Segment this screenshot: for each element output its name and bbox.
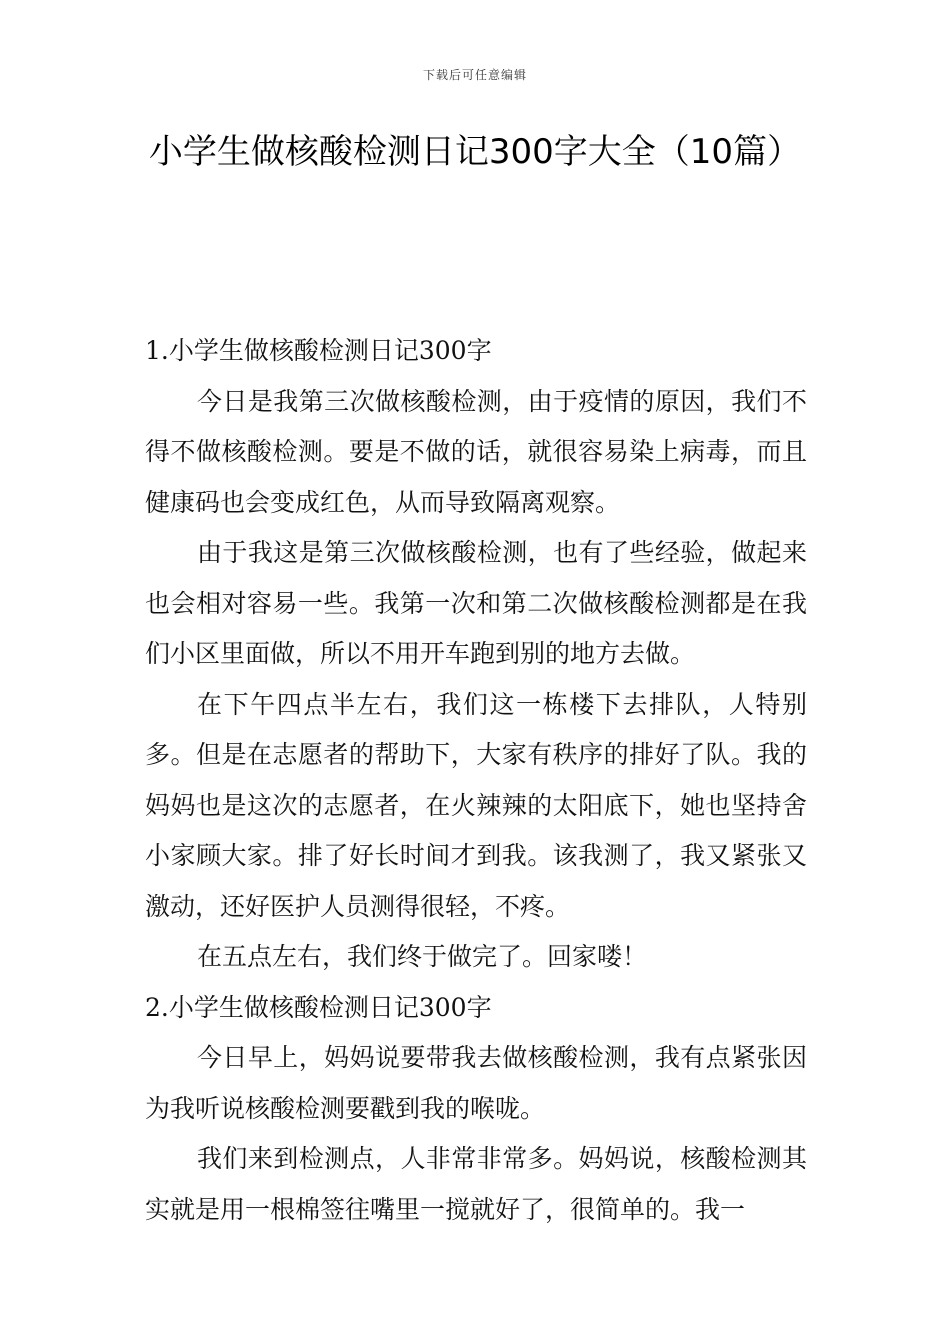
section-heading: 1.小学生做核酸检测日记300字 (145, 336, 492, 365)
header-note: 下载后可任意编辑 (422, 68, 527, 82)
paragraph: 由于我这是第三次做核酸检测，也有了些经验，做起来也会相对容易一些。我第一次和第二次做核酸检测都是在我们小区里面做，所以不用开车跑到别的地方去做。 (145, 538, 807, 668)
paragraph: 今日早上，妈妈说要带我去做核酸检测，我有点紧张因为我听说核酸检测要戳到我的喉咙。 (145, 1043, 807, 1123)
paragraph: 我们来到检测点，人非常非常多。妈妈说，核酸检测其实就是用一根棉签往嘴里一搅就好了，很简单的。我一 (145, 1144, 807, 1224)
paragraph: 今日是我第三次做核酸检测，由于疫情的原因，我们不得不做核酸检测。要是不做的话，就很容易染上病毒，而且健康码也会变成红色，从而导致隔离观察。 (145, 386, 807, 517)
paragraph: 在五点左右，我们终于做完了。回家喽！ (197, 942, 648, 971)
document-title: 小学生做核酸检测日记300字大全（10篇） (148, 132, 802, 172)
section-heading: 2.小学生做核酸检测日记300字 (145, 992, 492, 1022)
document-body (145, 326, 807, 1235)
paragraph: 在下午四点半左右，我们这一栋楼下去排队，人特别多。但是在志愿者的帮助下，大家有秩序的排好了队。我的妈妈也是这次的志愿者，在火辣辣的太阳底下，她也坚持舍小家顾大家。排了好长时间才到我。该我测了，我又紧张又激动，还好医护人员测得很轻，不疼。 (145, 689, 807, 921)
